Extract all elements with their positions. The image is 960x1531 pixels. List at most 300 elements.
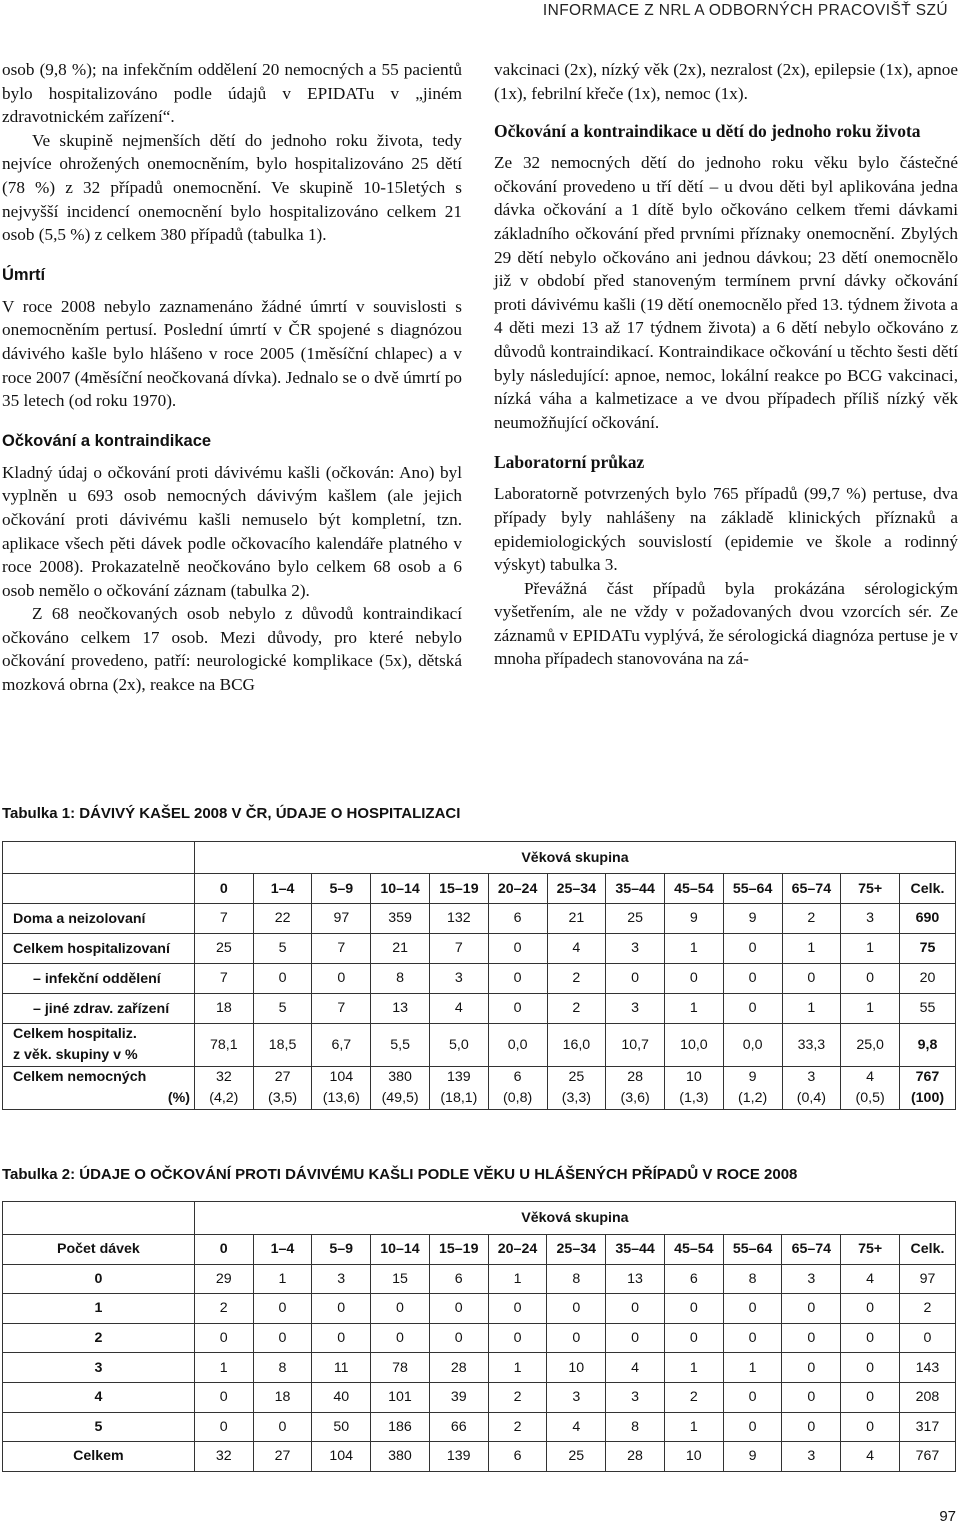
table-cell: 50 xyxy=(312,1412,371,1442)
table-cell: 0 xyxy=(488,1323,547,1353)
table-cell: 0 xyxy=(723,1382,782,1412)
table-cell xyxy=(606,904,665,934)
table-cell: 8 xyxy=(253,1353,312,1383)
table-cell xyxy=(194,904,253,934)
table-row xyxy=(3,1024,956,1067)
table-cell xyxy=(429,1067,488,1110)
row-label: Celkem hospitalizovaní xyxy=(3,934,195,964)
table-cell xyxy=(312,964,371,994)
column-header: 1–4 xyxy=(253,1235,312,1265)
cell-value: 132 xyxy=(447,910,471,926)
cell-value: 0 xyxy=(513,1000,522,1016)
cell-value: 5 xyxy=(278,1000,287,1016)
table-cell xyxy=(488,1024,547,1067)
table-cell: 1 xyxy=(488,1353,547,1383)
cell-value: 9 xyxy=(748,910,757,926)
column-header: 15–19 xyxy=(429,1235,488,1265)
column-header: 5–9 xyxy=(312,1235,371,1265)
table-cell: 317 xyxy=(899,1412,955,1442)
table-cell xyxy=(841,904,900,934)
column-header: 45–54 xyxy=(665,874,724,904)
cell-value: 1 xyxy=(866,940,875,956)
table-row xyxy=(3,1412,956,1442)
row-label: Doma a neizolovaní xyxy=(3,904,195,934)
table-cell xyxy=(429,904,488,934)
table-cell: 78 xyxy=(371,1353,430,1383)
table-cell xyxy=(547,994,606,1024)
table-cell xyxy=(312,934,371,964)
table-cell: 1 xyxy=(664,1412,723,1442)
cell-value: 21 xyxy=(568,910,585,926)
row-label-line: Celkem nemocných xyxy=(13,1069,147,1085)
row-label: – jiné zdrav. zařízení xyxy=(3,994,195,1024)
row-label: 0 xyxy=(3,1264,195,1294)
row-label xyxy=(3,1024,195,1067)
table-cell: 2 xyxy=(899,1294,955,1324)
table-cell xyxy=(371,1067,430,1110)
table-cell: 3 xyxy=(547,1382,606,1412)
table-cell xyxy=(312,1067,371,1110)
table-cell: 4 xyxy=(841,1264,900,1294)
paragraph: Z 68 neočkovaných osob nebylo z důvodů kontraindikací očkováno celkem 17 osob. Mezi důvody, pro které nebylo očkování provedeno, patří: neurologické komplikace (5x), dětská mozková obrna (2x), reakce na BCG xyxy=(2,604,462,695)
table-cell xyxy=(900,1024,956,1067)
table-cell: 0 xyxy=(723,1294,782,1324)
cell-percent: (13,6) xyxy=(322,1090,360,1106)
table-cell xyxy=(253,934,312,964)
table-cell: 9 xyxy=(723,1442,782,1472)
cell-percent: (1,2) xyxy=(738,1090,768,1106)
table-cell: 0 xyxy=(664,1323,723,1353)
table1 xyxy=(2,841,956,1110)
table-cell xyxy=(723,1067,782,1110)
table-cell xyxy=(665,1024,724,1067)
table-cell: 2 xyxy=(664,1382,723,1412)
table-cell: 4 xyxy=(841,1442,900,1472)
paragraph: Kladný údaj o očkování proti dávivému kašli (očkován: Ano) byl vyplněn u 693 osob nemocných dávivým kašlem (ale jejich očkování proti dávivému kašli nemuselo být kompletní, tzn. aplikace všech pěti dávek podle očkovacího kalendáře platného v roce 2008). Prokazatelně neočkováno bylo celkem 68 osob a 6 osob nemělo o očkování záznam (tabulka 2). xyxy=(2,462,462,600)
table-cell: 29 xyxy=(194,1264,253,1294)
cell-value: 1 xyxy=(807,1000,816,1016)
table-cell: 767 xyxy=(899,1442,955,1472)
table-cell: 1 xyxy=(194,1353,253,1383)
table-cell: 0 xyxy=(782,1382,841,1412)
cell-value: 5,0 xyxy=(449,1036,469,1053)
cell-value: 55 xyxy=(919,1000,936,1016)
table-cell xyxy=(723,964,782,994)
table-cell xyxy=(253,1067,312,1110)
table-cell: 18 xyxy=(253,1382,312,1412)
cell-percent: (18,1) xyxy=(440,1090,478,1106)
table-cell: 3 xyxy=(782,1264,841,1294)
cell-value: 10,7 xyxy=(621,1036,649,1053)
row-label: Celkem xyxy=(3,1442,195,1472)
table-cell: 0 xyxy=(782,1412,841,1442)
table-row xyxy=(3,994,956,1024)
row-label-line: Celkem hospitaliz. xyxy=(13,1026,137,1042)
cell-value: 4 xyxy=(866,1069,875,1085)
cell-value: 22 xyxy=(274,910,291,926)
column-header: 10–14 xyxy=(371,1235,430,1265)
running-header: INFORMACE Z NRL A ODBORNÝCH PRACOVIŠŤ SZÚ xyxy=(542,2,948,19)
cell-value: 18 xyxy=(215,1000,232,1016)
table-cell: 186 xyxy=(371,1412,430,1442)
table-cell: 380 xyxy=(371,1442,430,1472)
cell-value: 139 xyxy=(447,1069,471,1085)
table-cell: 0 xyxy=(841,1353,900,1383)
table-corner-cell xyxy=(3,1202,195,1235)
row-label-line: (%) xyxy=(167,1090,190,1106)
column-header: 75+ xyxy=(841,1235,900,1265)
table-cell: 3 xyxy=(606,1382,665,1412)
table-cell xyxy=(312,1024,371,1067)
table-cell xyxy=(253,994,312,1024)
column-header: Celk. xyxy=(900,874,956,904)
paragraph: Ze 32 nemocných dětí do jednoho roku věku bylo částečné očkování provedeno u tří dětí – u dvou děti byl aplikována jedna dávka očkování a 1 dítě bylo očkováno celkem třemi dávkami základního očkování před prvními příznaky onemocnění. Zbylých 29 dětí nebylo očkováno ani jednou dávkou; 23 dětí onemocnělo již v období před stanoveným termínem první dávky očkování proti dávivému kašli (19 dětí onemocnělo před 13. týdnem života a 4 děti mezi 13 až 17 týdnem života) a 6 dětí nebylo očkováno z důvodů kontraindikací. Kontraindikace očkování u těchto šesti dětí byly následující: apnoe, nemoc, lokální reakce po BCG vakcinaci, nízká váha a kalmetizace a ve dvou případech příliš nízký věk neumožňující očkování. xyxy=(494,153,958,432)
table-cell: 0 xyxy=(782,1294,841,1324)
table-cell: 3 xyxy=(312,1264,371,1294)
table-cell: 13 xyxy=(606,1264,665,1294)
column-header: 55–64 xyxy=(723,874,782,904)
table-cell: 66 xyxy=(429,1412,488,1442)
table-cell xyxy=(547,1067,606,1110)
cell-value: 2 xyxy=(572,1000,581,1016)
table-cell xyxy=(194,994,253,1024)
table-row xyxy=(3,1442,956,1472)
cell-value: 75 xyxy=(919,940,936,956)
cell-percent: (0,5) xyxy=(855,1090,885,1106)
table-cell: 101 xyxy=(371,1382,430,1412)
table-cell xyxy=(429,1024,488,1067)
cell-value: 359 xyxy=(388,910,412,926)
cell-value: 3 xyxy=(807,1069,816,1085)
table-corner-cell: Počet dávek xyxy=(3,1235,195,1265)
cell-value: 690 xyxy=(915,910,940,926)
table-cell: 8 xyxy=(547,1264,606,1294)
column-header: 65–74 xyxy=(782,874,841,904)
table-cell: 11 xyxy=(312,1353,371,1383)
cell-value: 4 xyxy=(454,1000,463,1016)
table-corner-cell xyxy=(3,874,195,904)
cell-value: 20 xyxy=(919,970,936,986)
table-cell: 15 xyxy=(371,1264,430,1294)
column-header: 35–44 xyxy=(606,1235,665,1265)
table-row xyxy=(3,1353,956,1383)
cell-value: 3 xyxy=(631,940,640,956)
table-row xyxy=(3,934,956,964)
cell-value: 6 xyxy=(513,910,522,926)
table-row xyxy=(3,1264,956,1294)
table-cell xyxy=(841,934,900,964)
paragraph: vakcinaci (2x), nízký věk (2x), nezralost (2x), epilepsie (1x), apnoe (1x), febrilní křeče (1x), nemoc (1x). xyxy=(494,60,958,103)
table-cell xyxy=(488,934,547,964)
paragraph: osob (9,8 %); na infekčním oddělení 20 nemocných a 55 pacientů bylo hospitalizováno podle údajů v EPIDATu v „jiném zdravotnickém zařízení“. xyxy=(2,60,462,127)
table-cell xyxy=(488,994,547,1024)
table-cell: 0 xyxy=(253,1294,312,1324)
table-cell: 0 xyxy=(312,1294,371,1324)
cell-value: 0 xyxy=(689,970,698,986)
table-cell: 0 xyxy=(841,1382,900,1412)
cell-value: 767 xyxy=(915,1069,940,1085)
cell-value: 97 xyxy=(333,910,350,926)
table-header-row xyxy=(3,1235,956,1265)
column-header: 0 xyxy=(194,1235,253,1265)
table-row xyxy=(3,1323,956,1353)
table-cell xyxy=(194,964,253,994)
cell-percent: (1,3) xyxy=(679,1090,709,1106)
table-cell: 6 xyxy=(488,1442,547,1472)
table-cell: 0 xyxy=(664,1294,723,1324)
row-label-line: z věk. skupiny v % xyxy=(13,1047,138,1063)
table-cell xyxy=(782,994,841,1024)
cell-value: 1 xyxy=(689,1000,698,1016)
cell-percent: (100) xyxy=(910,1090,945,1106)
row-label: 1 xyxy=(3,1294,195,1324)
table-cell: 4 xyxy=(547,1412,606,1442)
column-header: 5–9 xyxy=(312,874,371,904)
table-cell: 0 xyxy=(547,1294,606,1324)
table-cell xyxy=(194,1024,253,1067)
cell-percent: (0,8) xyxy=(503,1090,533,1106)
column-header: 45–54 xyxy=(664,1235,723,1265)
table-cell xyxy=(371,904,430,934)
left-column xyxy=(2,58,462,697)
table-cell: 0 xyxy=(841,1294,900,1324)
cell-value: 7 xyxy=(337,1000,346,1016)
table-cell xyxy=(253,1024,312,1067)
column-header: 0 xyxy=(194,874,253,904)
table-cell xyxy=(782,904,841,934)
table-cell xyxy=(312,994,371,1024)
cell-value: 380 xyxy=(388,1069,412,1085)
column-header: 25–34 xyxy=(547,874,606,904)
cell-value: 25 xyxy=(215,940,232,956)
cell-value: 13 xyxy=(392,1000,408,1016)
table-cell xyxy=(194,934,253,964)
table-cell: 28 xyxy=(429,1353,488,1383)
table-cell xyxy=(312,904,371,934)
paragraph: Převážná část případů byla prokázána sérologickým vyšetřením, ale ne vždy v požadovaných dvou vzorcích sér. Ze záznamů v EPIDATu vyplývá, že sérologická diagnóza pertuse je v mnoha případech stanovována na zá- xyxy=(494,578,958,669)
column-header: 65–74 xyxy=(782,1235,841,1265)
page-number: 97 xyxy=(939,1508,956,1525)
cell-value: 7 xyxy=(337,940,346,956)
row-label: 3 xyxy=(3,1353,195,1383)
cell-percent: (4,2) xyxy=(209,1090,239,1106)
cell-value: 3 xyxy=(866,910,875,926)
column-header: 10–14 xyxy=(371,874,430,904)
table-cell: 0 xyxy=(841,1412,900,1442)
table-cell: 1 xyxy=(723,1353,782,1383)
cell-value: 27 xyxy=(274,1069,291,1085)
right-column xyxy=(494,58,958,671)
table-cell xyxy=(782,1067,841,1110)
table-cell xyxy=(606,994,665,1024)
table-cell: 0 xyxy=(782,1323,841,1353)
table-group-header: Věková skupina xyxy=(194,842,955,874)
column-header: 15–19 xyxy=(429,874,488,904)
cell-value: 7 xyxy=(219,970,228,986)
section-heading: Očkování a kontraindikace u dětí do jednoho roku života xyxy=(494,121,921,142)
table-cell: 0 xyxy=(371,1323,430,1353)
row-label: 4 xyxy=(3,1382,195,1412)
table-cell xyxy=(371,934,430,964)
table-cell: 0 xyxy=(899,1323,955,1353)
paragraph: Laboratorně potvrzených bylo 765 případů (99,7 %) pertuse, dva případy byly nahlášeny na základě klinických příznaků a epidemiologických souvislostí (epidemie ve škole a rodinný výskyt) tabulka 3. xyxy=(494,484,958,575)
cell-value: 78,1 xyxy=(210,1036,238,1053)
row-label: 5 xyxy=(3,1412,195,1442)
table-cell: 0 xyxy=(253,1323,312,1353)
table-cell: 39 xyxy=(429,1382,488,1412)
cell-value: 0 xyxy=(278,970,287,986)
cell-value: 0 xyxy=(748,970,757,986)
column-header: 35–44 xyxy=(606,874,665,904)
table-cell: 8 xyxy=(606,1412,665,1442)
cell-value: 0,0 xyxy=(742,1036,763,1053)
column-header: Celk. xyxy=(899,1235,955,1265)
cell-value: 0 xyxy=(866,970,875,986)
table-cell xyxy=(606,1024,665,1067)
table-row xyxy=(3,964,956,994)
column-header: 55–64 xyxy=(723,1235,782,1265)
table-cell xyxy=(547,1024,606,1067)
table-cell xyxy=(723,994,782,1024)
table-cell: 28 xyxy=(606,1442,665,1472)
table-cell: 0 xyxy=(488,1294,547,1324)
cell-percent: (3,5) xyxy=(267,1090,298,1106)
paragraph: Ve skupině nejmenších dětí do jednoho roku života, tedy nejvíce ohrožených onemocněním, bylo hospitalizováno 25 dětí (78 %) z 32 případů onemocnění. Ve skupině 10-15letých s nejvyšší incidencí onemocnění bylo hospitalizováno celkem 21 osob (5,5 %) z celkem 380 případů (tabulka 1). xyxy=(2,130,462,245)
cell-value: 1 xyxy=(807,940,816,956)
cell-value: 0 xyxy=(748,1000,757,1016)
cell-value: 4 xyxy=(572,940,581,956)
table-header-row xyxy=(3,1202,956,1235)
column-header: 1–4 xyxy=(253,874,312,904)
table-cell: 0 xyxy=(253,1412,312,1442)
cell-value: 7 xyxy=(219,910,228,926)
cell-value: 7 xyxy=(454,940,463,956)
table-cell xyxy=(841,994,900,1024)
cell-value: 33,3 xyxy=(797,1036,826,1053)
table-cell xyxy=(371,994,430,1024)
cell-value: 0,0 xyxy=(507,1036,528,1053)
table-cell: 40 xyxy=(312,1382,371,1412)
table-cell: 6 xyxy=(664,1264,723,1294)
cell-value: 2 xyxy=(572,970,581,986)
cell-value: 104 xyxy=(329,1069,354,1085)
table-cell: 0 xyxy=(841,1323,900,1353)
table-cell: 0 xyxy=(782,1353,841,1383)
table-cell: 6 xyxy=(429,1264,488,1294)
section-heading: Laboratorní průkaz xyxy=(494,452,645,473)
cell-value: 0 xyxy=(513,970,522,986)
table-cell xyxy=(606,964,665,994)
table-cell: 2 xyxy=(194,1294,253,1324)
cell-value: 5,5 xyxy=(390,1036,410,1053)
cell-value: 0 xyxy=(631,970,640,986)
table-cell: 0 xyxy=(547,1323,606,1353)
table-cell xyxy=(606,1067,665,1110)
table-cell xyxy=(900,1067,956,1110)
cell-value: 10 xyxy=(685,1069,702,1085)
table-header-row xyxy=(3,842,956,874)
table-cell xyxy=(547,934,606,964)
column-header: 25–34 xyxy=(547,1235,606,1265)
cell-value: 0 xyxy=(807,970,816,986)
cell-value: 0 xyxy=(748,940,757,956)
column-header: 20–24 xyxy=(488,1235,547,1265)
table-cell: 0 xyxy=(723,1323,782,1353)
table-cell: 208 xyxy=(899,1382,955,1412)
table-cell xyxy=(665,1067,724,1110)
table-row xyxy=(3,1067,956,1110)
table-cell xyxy=(488,964,547,994)
section-heading: Očkování a kontraindikace xyxy=(2,431,212,450)
cell-value: 6 xyxy=(513,1069,522,1085)
table-cell xyxy=(488,1067,547,1110)
table-cell xyxy=(429,964,488,994)
cell-value: 32 xyxy=(215,1069,232,1085)
cell-value: 25 xyxy=(568,1069,585,1085)
table-cell: 0 xyxy=(194,1323,253,1353)
paragraph: V roce 2008 nebylo zaznamenáno žádné úmrtí v souvislosti s onemocněním pertusí. Poslední úmrtí v ČR spojené s diagnózou dávivého kašle bylo hlášeno v roce 2005 (1měsíční chlapec) a v roce 2007 (4měsíční neočkovaná dívka). Jednalo se o dvě úmrtí po 35 letech (od roku 1970). xyxy=(2,296,462,411)
table-group-header: Věková skupina xyxy=(194,1202,955,1235)
table-cell xyxy=(253,964,312,994)
table-cell: 97 xyxy=(899,1264,955,1294)
table-cell xyxy=(429,994,488,1024)
table-cell xyxy=(194,1067,253,1110)
table-cell xyxy=(253,904,312,934)
table-cell: 25 xyxy=(547,1442,606,1472)
cell-value: 3 xyxy=(454,970,463,986)
table-cell: 2 xyxy=(488,1412,547,1442)
cell-value: 9 xyxy=(748,1069,757,1085)
section-heading: Úmrtí xyxy=(2,265,46,284)
table-cell xyxy=(723,1024,782,1067)
table-cell xyxy=(841,1067,900,1110)
cell-value: 25 xyxy=(627,910,644,926)
table-cell xyxy=(841,1024,900,1067)
cell-value: 0 xyxy=(513,940,522,956)
column-header: 20–24 xyxy=(488,874,547,904)
table-cell xyxy=(371,1024,430,1067)
cell-value: 18,5 xyxy=(268,1036,297,1053)
row-label: 2 xyxy=(3,1323,195,1353)
table2-caption: Tabulka 2: ÚDAJE O OČKOVÁNÍ PROTI DÁVIVÉMU KAŠLI PODLE VĚKU U HLÁŠENÝCH PŘÍPADŮ V ROCE 2008 xyxy=(2,1166,798,1183)
table-cell: 10 xyxy=(547,1353,606,1383)
cell-value: 3 xyxy=(631,1000,640,1016)
table-row xyxy=(3,904,956,934)
table-cell: 0 xyxy=(429,1323,488,1353)
table-cell xyxy=(665,994,724,1024)
table-cell: 3 xyxy=(782,1442,841,1472)
table-cell: 27 xyxy=(253,1442,312,1472)
table-cell xyxy=(606,934,665,964)
cell-value: 6,7 xyxy=(331,1036,352,1053)
cell-value: 21 xyxy=(392,940,408,956)
table-cell: 0 xyxy=(194,1412,253,1442)
cell-value: 1 xyxy=(689,940,698,956)
table-row xyxy=(3,1294,956,1324)
table-cell: 0 xyxy=(371,1294,430,1324)
row-label xyxy=(3,1067,195,1110)
table-cell xyxy=(665,964,724,994)
table-cell: 32 xyxy=(194,1442,253,1472)
table-cell: 143 xyxy=(899,1353,955,1383)
table-cell: 0 xyxy=(723,1412,782,1442)
table-cell: 1 xyxy=(664,1353,723,1383)
cell-value: 9 xyxy=(689,910,698,926)
cell-value: 0 xyxy=(337,970,346,986)
table-row xyxy=(3,1382,956,1412)
cell-value: 1 xyxy=(866,1000,875,1016)
cell-value: 25,0 xyxy=(856,1036,884,1053)
